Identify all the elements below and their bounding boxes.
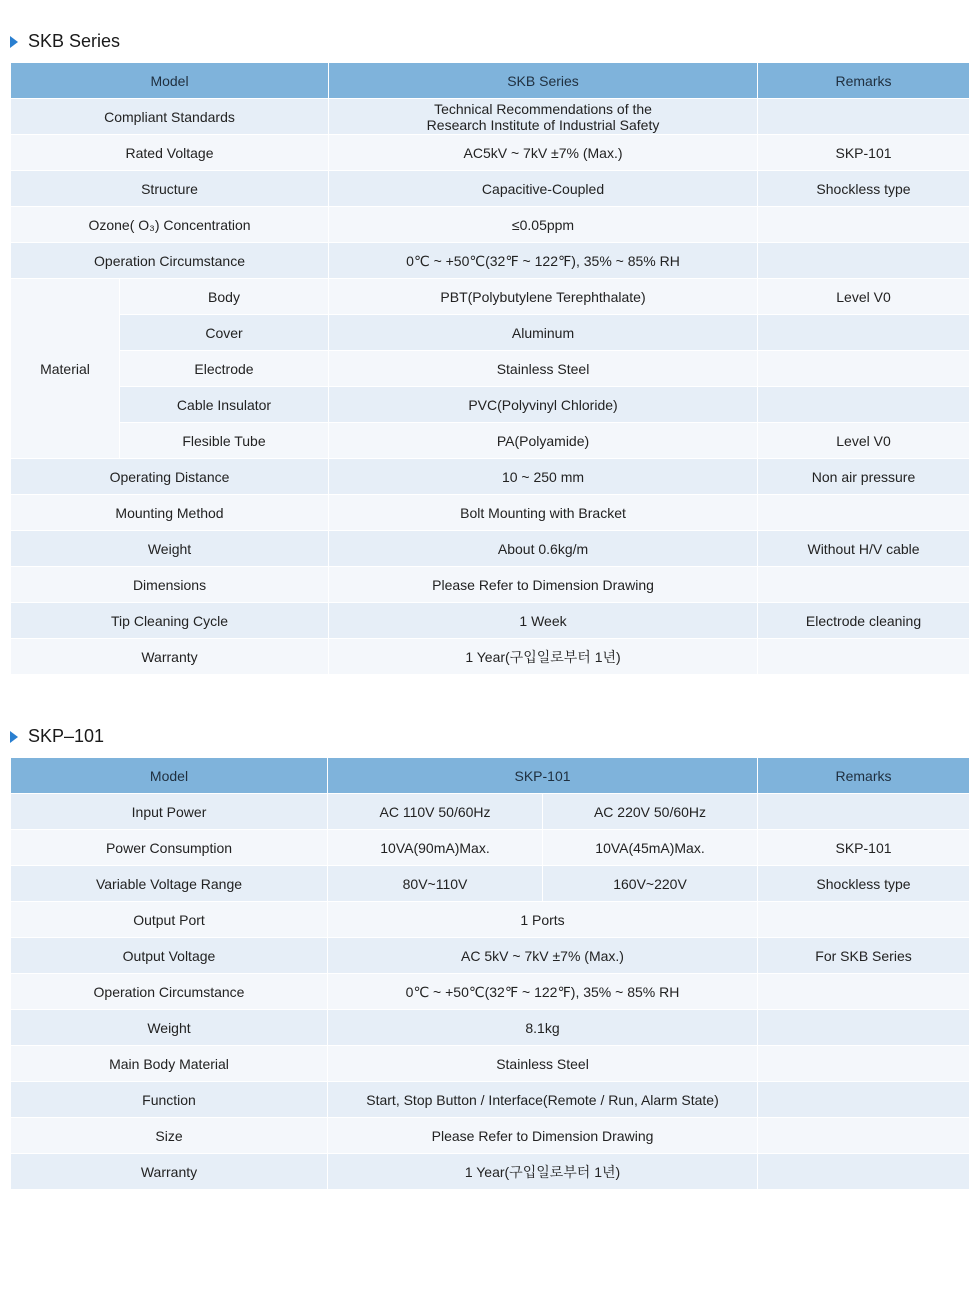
triangle-bullet-icon	[10, 36, 18, 48]
table-row	[11, 866, 970, 902]
table-row	[11, 495, 970, 531]
header-cell: SKP-101	[328, 758, 758, 794]
row-label: Variable Voltage Range	[11, 866, 328, 902]
row-remark: Non air pressure	[758, 459, 970, 495]
row-label: Weight	[11, 531, 329, 567]
table-header-row	[11, 63, 970, 99]
row-remark: Level V0	[758, 279, 970, 315]
row-value: PA(Polyamide)	[329, 423, 758, 459]
table-row	[11, 1118, 970, 1154]
row-value: 0℃ ~ +50℃(32℉ ~ 122℉), 35% ~ 85% RH	[328, 974, 758, 1010]
row-label: Operation Circumstance	[11, 974, 328, 1010]
table-row	[11, 1082, 970, 1118]
row-value: Capacitive-Coupled	[329, 171, 758, 207]
row-value: 1 Week	[329, 603, 758, 639]
row-remark	[758, 243, 970, 279]
row-value: 1 Year(구입일로부터 1년)	[329, 639, 758, 675]
row-label: Cable Insulator	[120, 387, 329, 423]
skp-title-text: SKP–101	[28, 726, 105, 746]
table-row	[11, 902, 970, 938]
table-row	[11, 830, 970, 866]
row-remark	[758, 1118, 970, 1154]
row-value: About 0.6kg/m	[329, 531, 758, 567]
row-value: 1 Ports	[328, 902, 758, 938]
row-remark	[758, 495, 970, 531]
row-remark	[758, 1046, 970, 1082]
row-value: PBT(Polybutylene Terephthalate)	[329, 279, 758, 315]
table-row	[11, 603, 970, 639]
skp-spec-table	[10, 757, 970, 1190]
table-row	[11, 279, 970, 315]
row-value: Stainless Steel	[328, 1046, 758, 1082]
row-value: AC 5kV ~ 7kV ±7% (Max.)	[328, 938, 758, 974]
row-remark	[758, 974, 970, 1010]
row-value: PVC(Polyvinyl Chloride)	[329, 387, 758, 423]
row-label: Input Power	[11, 794, 328, 830]
table-row	[11, 1010, 970, 1046]
row-remark	[758, 639, 970, 675]
row-label: Tip Cleaning Cycle	[11, 603, 329, 639]
row-label: Electrode	[120, 351, 329, 387]
row-value: Start, Stop Button / Interface(Remote / Run, Alarm State)	[328, 1082, 758, 1118]
header-cell: Model	[11, 758, 328, 794]
row-value-110v: AC 110V 50/60Hz	[328, 794, 543, 830]
table-row	[11, 639, 970, 675]
row-label: Power Consumption	[11, 830, 328, 866]
table-row	[11, 974, 970, 1010]
row-remark	[758, 99, 970, 135]
row-value-110v: 80V~110V	[328, 866, 543, 902]
skb-title-text: SKB Series	[28, 31, 121, 51]
row-remark: Shockless type	[758, 866, 970, 902]
row-remark	[758, 387, 970, 423]
table-row	[11, 387, 970, 423]
row-remark: Without H/V cable	[758, 531, 970, 567]
table-row	[11, 315, 970, 351]
row-remark: For SKB Series	[758, 938, 970, 974]
table-header-row	[11, 758, 970, 794]
row-remark	[758, 207, 970, 243]
table-row	[11, 243, 970, 279]
row-label: Mounting Method	[11, 495, 329, 531]
row-value: ≤0.05ppm	[329, 207, 758, 243]
row-value: 1 Year(구입일로부터 1년)	[328, 1154, 758, 1190]
table-row	[11, 351, 970, 387]
table-row	[11, 567, 970, 603]
row-value-220v: 160V~220V	[543, 866, 758, 902]
row-remark: SKP-101	[758, 830, 970, 866]
table-row	[11, 171, 970, 207]
table-row	[11, 99, 970, 135]
header-cell: SKB Series	[329, 63, 758, 99]
row-label: Output Port	[11, 902, 328, 938]
table-row	[11, 1046, 970, 1082]
row-label: Operating Distance	[11, 459, 329, 495]
row-label: Size	[11, 1118, 328, 1154]
row-label: Compliant Standards	[11, 99, 329, 135]
table-row	[11, 531, 970, 567]
row-value-220v: AC 220V 50/60Hz	[543, 794, 758, 830]
skb-spec-table	[10, 62, 970, 675]
table-row	[11, 207, 970, 243]
skp-section-title	[10, 726, 104, 747]
row-label: Body	[120, 279, 329, 315]
row-remark	[758, 1010, 970, 1046]
header-cell: Model	[11, 63, 329, 99]
table-row	[11, 794, 970, 830]
row-value: 10 ~ 250 mm	[329, 459, 758, 495]
row-value-110v: 10VA(90mA)Max.	[328, 830, 543, 866]
row-value: 8.1kg	[328, 1010, 758, 1046]
row-remark	[758, 794, 970, 830]
row-value: Bolt Mounting with Bracket	[329, 495, 758, 531]
row-label: Dimensions	[11, 567, 329, 603]
row-label: Operation Circumstance	[11, 243, 329, 279]
row-remark	[758, 1082, 970, 1118]
row-label: Weight	[11, 1010, 328, 1046]
row-remark: SKP-101	[758, 135, 970, 171]
row-value: Technical Recommendations of the Research Institute of Industrial Safety	[329, 99, 758, 135]
triangle-bullet-icon	[10, 731, 18, 743]
row-label: Warranty	[11, 1154, 328, 1190]
table-row	[11, 135, 970, 171]
table-row	[11, 938, 970, 974]
row-label: Function	[11, 1082, 328, 1118]
header-cell: Remarks	[758, 63, 970, 99]
row-value: 0℃ ~ +50℃(32℉ ~ 122℉), 35% ~ 85% RH	[329, 243, 758, 279]
row-remark	[758, 351, 970, 387]
row-remark	[758, 902, 970, 938]
row-remark: Shockless type	[758, 171, 970, 207]
header-cell: Remarks	[758, 758, 970, 794]
row-value: Please Refer to Dimension Drawing	[329, 567, 758, 603]
row-remark: Level V0	[758, 423, 970, 459]
row-remark	[758, 315, 970, 351]
row-label: Flesible Tube	[120, 423, 329, 459]
table-row	[11, 459, 970, 495]
row-remark: Electrode cleaning	[758, 603, 970, 639]
row-label: Rated Voltage	[11, 135, 329, 171]
table-row	[11, 423, 970, 459]
row-value: Please Refer to Dimension Drawing	[328, 1118, 758, 1154]
row-label: Warranty	[11, 639, 329, 675]
table-row	[11, 1154, 970, 1190]
row-value-220v: 10VA(45mA)Max.	[543, 830, 758, 866]
skb-section-title	[10, 31, 120, 52]
row-label: Cover	[120, 315, 329, 351]
row-label: Structure	[11, 171, 329, 207]
row-label: Main Body Material	[11, 1046, 328, 1082]
row-label: Ozone( O₃) Concentration	[11, 207, 329, 243]
row-value: Aluminum	[329, 315, 758, 351]
material-label: Material	[11, 279, 120, 459]
row-remark	[758, 567, 970, 603]
row-value: Stainless Steel	[329, 351, 758, 387]
row-remark	[758, 1154, 970, 1190]
row-label: Output Voltage	[11, 938, 328, 974]
row-value: AC5kV ~ 7kV ±7% (Max.)	[329, 135, 758, 171]
